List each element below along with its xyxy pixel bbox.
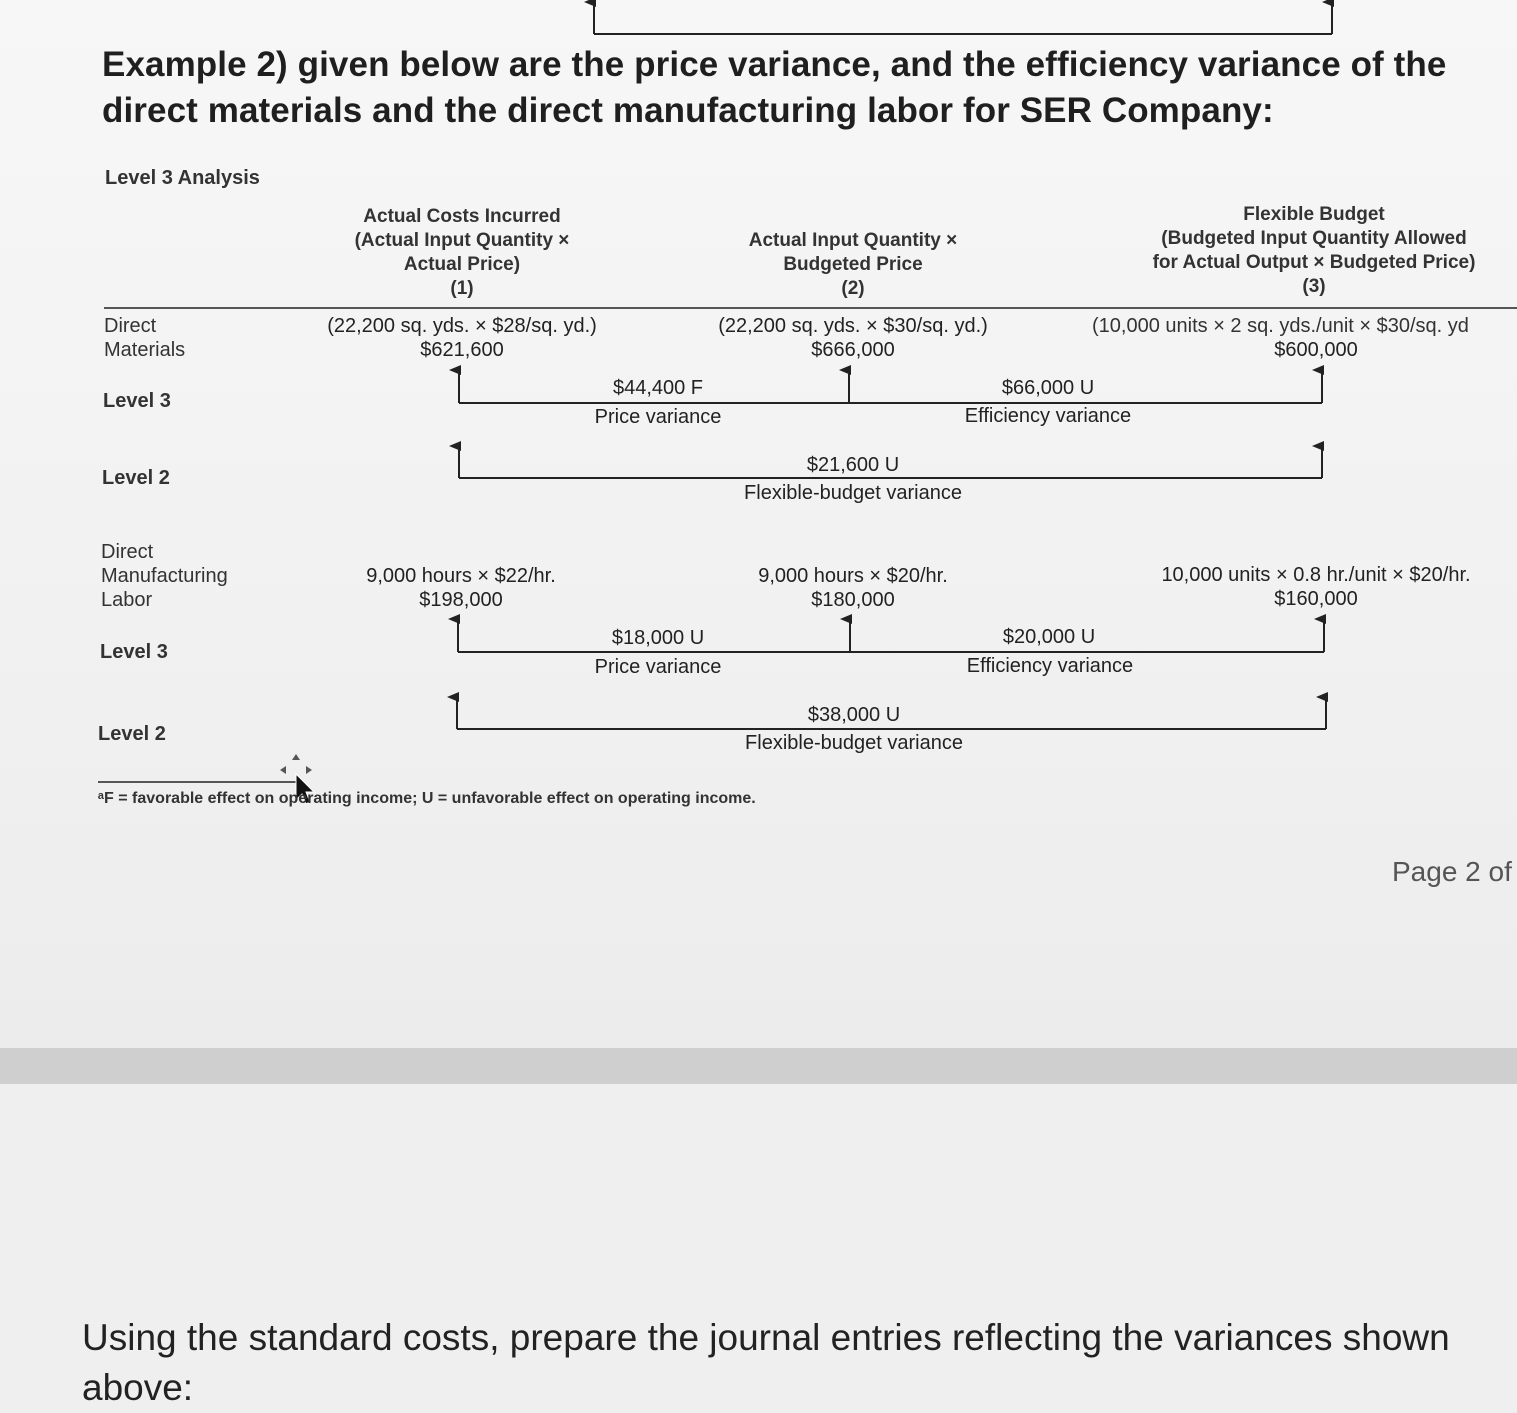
labor-col2-calc: 9,000 hours × $20/hr. bbox=[758, 565, 948, 587]
materials-col1-amount: $621,600 bbox=[420, 339, 504, 361]
column-3-line: (Budgeted Input Quantity Allowed bbox=[1161, 228, 1467, 249]
column-2-line: Budgeted Price bbox=[783, 254, 923, 275]
column-header-2 bbox=[703, 229, 1003, 301]
page-title-line-1: Example 2) given below are the price variance, and the efficiency variance of the bbox=[102, 45, 1447, 84]
labor-level3-label: Level 3 bbox=[100, 641, 168, 663]
column-3-line: Flexible Budget bbox=[1243, 204, 1385, 225]
labor-col1-value bbox=[311, 564, 611, 612]
materials-col3-value bbox=[1092, 314, 1517, 362]
labor-efficiency-variance-label: Efficiency variance bbox=[966, 655, 1134, 677]
materials-col1-value bbox=[292, 314, 632, 362]
materials-col3-calc: (10,000 units × 2 sq. yds./unit × $30/sq. yd bbox=[1092, 315, 1469, 337]
materials-col2-value bbox=[683, 314, 1023, 362]
labor-efficiency-variance-amount: $20,000 U bbox=[1002, 626, 1096, 648]
footnote: ᵃF = favorable effect on operating income; U = unfavorable effect on operating income. bbox=[98, 790, 756, 807]
labor-label-line: Direct bbox=[101, 541, 154, 563]
column-1-line: (Actual Input Quantity × bbox=[354, 230, 570, 251]
labor-price-variance-label: Price variance bbox=[594, 656, 722, 678]
labor-col1-calc: 9,000 hours × $22/hr. bbox=[366, 565, 556, 587]
materials-col2-amount: $666,000 bbox=[811, 339, 895, 361]
labor-price-variance-amount: $18,000 U bbox=[611, 627, 705, 649]
page-indicator: Page 2 of bbox=[1392, 856, 1512, 887]
column-1-line: Actual Costs Incurred bbox=[363, 206, 561, 227]
column-header-1 bbox=[312, 205, 612, 301]
materials-label-line: Direct bbox=[104, 315, 157, 337]
materials-efficiency-variance-label: Efficiency variance bbox=[964, 405, 1132, 427]
top-bracket bbox=[594, 2, 1332, 34]
column-2-line: Actual Input Quantity × bbox=[748, 230, 958, 251]
materials-row-label bbox=[104, 314, 185, 362]
analysis-label: Level 3 Analysis bbox=[105, 167, 260, 189]
materials-col3-amount: $600,000 bbox=[1274, 339, 1358, 361]
question-line-2: above: bbox=[82, 1367, 194, 1408]
column-1-line: (1) bbox=[450, 278, 474, 299]
column-header-3 bbox=[1114, 203, 1514, 299]
materials-price-variance-label: Price variance bbox=[594, 406, 722, 428]
materials-level3-label: Level 3 bbox=[103, 390, 171, 412]
materials-label-line: Materials bbox=[104, 339, 186, 361]
labor-flexible-budget-variance-amount: $38,000 U bbox=[807, 704, 901, 726]
materials-efficiency-variance-amount: $66,000 U bbox=[1001, 377, 1095, 399]
labor-col3-calc: 10,000 units × 0.8 hr./unit × $20/hr. bbox=[1161, 564, 1471, 586]
materials-col2-calc: (22,200 sq. yds. × $30/sq. yd.) bbox=[718, 315, 988, 337]
question-line-1: Using the standard costs, prepare the journal entries reflecting the variances shown bbox=[82, 1317, 1450, 1358]
labor-level2-label: Level 2 bbox=[98, 723, 166, 745]
materials-price-variance-amount: $44,400 F bbox=[612, 377, 704, 399]
materials-flexible-budget-variance-label: Flexible-budget variance bbox=[744, 482, 962, 504]
materials-col1-calc: (22,200 sq. yds. × $28/sq. yd.) bbox=[327, 315, 597, 337]
materials-flexible-budget-variance-amount: $21,600 U bbox=[806, 454, 900, 476]
materials-level2-label: Level 2 bbox=[102, 467, 170, 489]
column-3-line: for Actual Output × Budgeted Price) bbox=[1152, 252, 1476, 273]
labor-col2-value bbox=[703, 564, 1003, 612]
labor-flexible-budget-variance-label: Flexible-budget variance bbox=[745, 732, 963, 754]
labor-label-line: Labor bbox=[101, 589, 153, 611]
labor-label-line: Manufacturing bbox=[101, 565, 228, 587]
labor-row-label bbox=[101, 540, 228, 612]
page-title-line-2: direct materials and the direct manufacturing labor for SER Company: bbox=[102, 91, 1274, 130]
column-1-line: Actual Price) bbox=[403, 254, 521, 275]
column-3-line: (3) bbox=[1302, 276, 1326, 297]
labor-col1-amount: $198,000 bbox=[419, 589, 503, 611]
labor-col3-amount: $160,000 bbox=[1274, 588, 1358, 610]
column-2-line: (2) bbox=[841, 278, 865, 299]
labor-col2-amount: $180,000 bbox=[811, 589, 895, 611]
labor-col3-value bbox=[1116, 563, 1516, 611]
